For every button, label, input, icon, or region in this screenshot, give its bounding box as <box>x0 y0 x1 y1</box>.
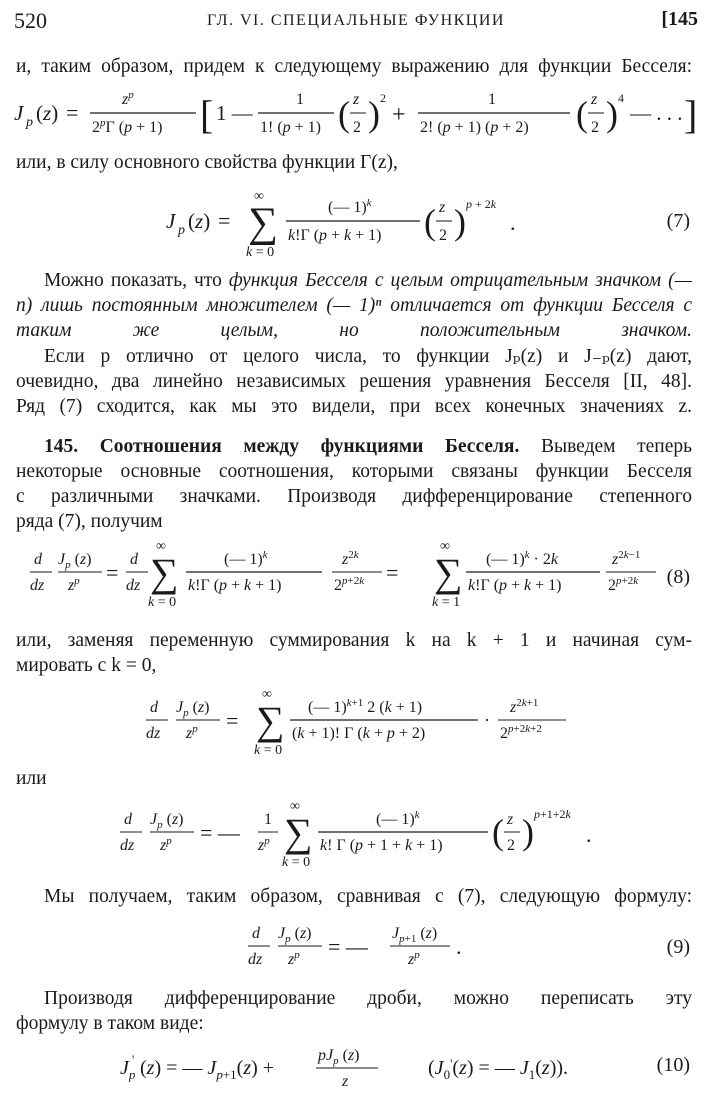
svg-text:zp: $z^p$ <box>160 835 172 854</box>
svg-text:Jp (z): $J_p$ (z) <box>278 925 312 945</box>
svg-text:p + 2k: p + 2k <box>466 197 497 211</box>
svg-text:∞: ∞ <box>254 189 264 204</box>
svg-text:z2k+1: $z^2k+1$ <box>510 697 539 716</box>
section-title: 145. Соотношения между функциями Бесселя. <box>44 436 520 457</box>
svg-text:': ' <box>132 1052 135 1067</box>
svg-text:): ) <box>606 94 618 134</box>
svg-text:2: 2 <box>439 227 447 244</box>
equation-bessel-expansion <box>0 84 712 144</box>
paragraph-independence-text2: очевидно, два линейно независимых решения уравнения Бесселя [II, 48]. <box>16 371 692 392</box>
svg-text:p: p <box>26 115 33 130</box>
paragraph-compare <box>16 884 692 909</box>
svg-text:1: 1 <box>488 91 496 108</box>
section-145-line3 <box>16 484 692 509</box>
svg-text:2: 2 <box>507 837 515 854</box>
paragraph-intro <box>16 54 692 79</box>
svg-text:[: [ <box>200 92 214 137</box>
svg-text:z: z <box>439 199 446 216</box>
svg-text:+: + <box>392 102 406 128</box>
svg-text:.: . <box>586 822 592 847</box>
svg-text:Jp (z): $J_p$ (z) <box>58 551 92 571</box>
svg-text:k!Γ (p + k + 1): k!Γ (p + k + 1) <box>468 577 562 594</box>
svg-text:·: · <box>484 710 490 730</box>
equation-10 <box>0 1040 712 1096</box>
svg-text:zp: $z^p$ <box>288 949 300 968</box>
svg-text:): ) <box>454 202 466 242</box>
paragraph-substitution-line1 <box>16 628 692 653</box>
paragraph-independence-line2 <box>16 369 692 394</box>
section-145-text2: некоторые основные соотношения, которыми связаны функции Бесселя <box>16 461 692 482</box>
section-145-text1: Выведем теперь <box>540 436 692 457</box>
svg-text:=: = <box>226 708 239 733</box>
svg-text:(J0'(z) = — J1(z)).: ($J_0'(z)$ = — $J_1(z)$). <box>428 1056 569 1082</box>
equation-final-sum <box>0 794 712 874</box>
svg-text:pJp (z): $pJ_p$ (z) <box>318 1047 360 1067</box>
paragraph-independence-text1: Если p отлично от целого числа, то функции Jₚ(z) и J₋ₚ(z) дают, <box>44 346 692 367</box>
svg-text:d: d <box>252 925 260 942</box>
svg-text:∑: ∑ <box>434 550 463 595</box>
svg-text:dz: dz <box>30 577 45 594</box>
paragraph-substitution-text1: или, заменяя переменную суммирования k на k + 1 и начиная сум- <box>16 630 692 651</box>
paragraph-rewrite-text2: формулу в таком виде: <box>16 1013 204 1034</box>
svg-text:d: d <box>130 551 138 568</box>
equation-number-9: (9) <box>666 936 690 958</box>
paragraph-substitution-text2: мировать с k = 0, <box>16 655 157 676</box>
equation-8 <box>0 534 712 614</box>
svg-text:2p+2k+2: $2^{p+2k+2}$ <box>500 723 542 742</box>
svg-text:Jp+1 (z): $J_{p+1}$ (z) <box>392 925 438 945</box>
svg-text:p: p <box>178 223 185 238</box>
equation-9 <box>0 912 712 978</box>
equation-shifted-sum <box>0 682 712 762</box>
svg-text:dz: dz <box>120 837 135 854</box>
paragraph-independence-text3: Ряд (7) сходится, как мы это видели, при всех конечных значениях z. <box>16 396 692 417</box>
paragraph-or <box>16 766 692 791</box>
svg-text:2: 2 <box>591 119 599 136</box>
svg-text:(— 1)k+1 2 (k + 1): (— 1)$^k$+1 2 (k + 1) <box>308 697 423 716</box>
svg-text:2p+2k: $2^{p+2k}$ <box>334 575 365 594</box>
svg-text:z: z <box>591 91 598 108</box>
svg-text:k! Γ (p + 1 + k + 1): k! Γ (p + 1 + k + 1) <box>320 837 443 854</box>
section-145-line1 <box>16 434 692 459</box>
svg-text:zp: $z^p$ <box>68 575 80 594</box>
svg-text:(z): (z) <box>36 101 59 125</box>
paragraph-gamma <box>16 150 692 175</box>
svg-text:k = 0: k = 0 <box>148 595 177 610</box>
svg-text:∑: ∑ <box>248 200 278 246</box>
section-145-text4: ряда (7), получим <box>16 511 163 532</box>
svg-text:— . . .: — . . . <box>630 101 683 125</box>
svg-text:=: = <box>66 100 79 125</box>
svg-text:zp: $z^p$ <box>122 89 134 108</box>
svg-text:k!Γ (p + k + 1): k!Γ (p + k + 1) <box>188 577 282 594</box>
svg-text:(— 1)k: (— 1)$^k$ <box>328 197 372 216</box>
svg-text:d: d <box>34 551 42 568</box>
section-145-line2 <box>16 459 692 484</box>
svg-text:z2k: $z^2k$ <box>342 549 359 568</box>
section-reference: [145 <box>661 8 698 30</box>
svg-text:(: ( <box>338 94 350 134</box>
svg-text:2! (p + 1) (p + 2): 2! (p + 1) (p + 2) <box>420 119 529 136</box>
svg-text:∞: ∞ <box>156 539 166 554</box>
svg-text:k!Γ (p + k + 1): k!Γ (p + k + 1) <box>288 227 382 244</box>
svg-text:k = 0: k = 0 <box>254 743 283 758</box>
svg-text:(— 1)k · 2k: (— 1)$^k$ · 2k <box>486 549 558 568</box>
equation-number-10: (10) <box>656 1054 690 1076</box>
paragraph-rewrite-line2 <box>16 1011 692 1036</box>
svg-text:2: 2 <box>353 119 361 136</box>
svg-text:z: z <box>507 811 514 828</box>
svg-text:J: J <box>14 101 24 125</box>
section-145-line4 <box>16 509 692 534</box>
svg-text:z: z <box>353 91 360 108</box>
svg-text:(k + 1)! Γ (k + p + 2): (k + 1)! Γ (k + p + 2) <box>292 725 426 742</box>
svg-text:∞: ∞ <box>262 687 272 702</box>
svg-text:∞: ∞ <box>440 539 450 554</box>
svg-text:dz: dz <box>146 725 161 742</box>
svg-text:J: J <box>166 209 176 233</box>
section-145-text3: с различными значками. Производя дифференцирование степенного <box>16 486 692 507</box>
svg-text:]: ] <box>684 92 698 137</box>
svg-text:2: 2 <box>380 91 386 105</box>
paragraph-rewrite-line1 <box>16 986 692 1011</box>
svg-text:k = 1: k = 1 <box>432 595 461 610</box>
svg-text:d: d <box>150 699 158 716</box>
svg-text:=: = <box>218 208 231 233</box>
svg-text:dz: dz <box>248 951 263 968</box>
page-number: 520 <box>14 8 47 33</box>
svg-text:.: . <box>510 210 516 235</box>
svg-text:(: ( <box>576 94 588 134</box>
svg-text:zp: $z^p$ <box>258 835 270 854</box>
svg-text:Jp (z): $J_p$ (z) <box>150 811 184 831</box>
paragraph-rewrite-text1: Производя дифференцирование дроби, можно переписать эту <box>44 988 692 1009</box>
svg-text:(— 1)k: (— 1)$^k$ <box>224 549 268 568</box>
paragraph-compare-text: Мы получаем, таким образом, сравнивая с (7), следующую формулу: <box>44 886 692 907</box>
svg-text:d: d <box>124 811 132 828</box>
svg-text:zp: $z^p$ <box>186 723 198 742</box>
svg-text:(z) = — Jp+1(z) +: (z) = — $J_p+1(z)$ + <box>140 1057 275 1082</box>
equation-number-8: (8) <box>666 566 690 588</box>
svg-text:dz: dz <box>126 577 141 594</box>
svg-text:(: ( <box>492 812 504 852</box>
svg-text:1: 1 <box>296 91 304 108</box>
svg-text:= —: = — <box>200 820 240 845</box>
paragraph-negative-index-theorem: функция Бесселя с целым отрицательным значком (— n) лишь постоянным множителем (— 1)ⁿ отличается от функции Бесселя с таким же целым, но положительным значком. <box>16 270 692 341</box>
svg-text:=: = <box>106 560 119 585</box>
svg-text:1: 1 <box>264 811 272 828</box>
svg-text:∞: ∞ <box>290 799 300 814</box>
svg-text:p+1+2k: p+1+2k <box>534 807 571 821</box>
svg-text:∑: ∑ <box>150 550 179 595</box>
paragraph-or-text: или <box>16 768 47 789</box>
svg-text:Jp: $J_p$ <box>120 1057 136 1082</box>
svg-text:(— 1)k: (— 1)$^k$ <box>376 809 420 828</box>
svg-text:1 —: 1 — <box>216 101 253 125</box>
equation-7 <box>0 184 712 264</box>
running-header <box>14 8 698 38</box>
svg-text:1! (p + 1): 1! (p + 1) <box>260 119 322 136</box>
svg-text:∑: ∑ <box>256 698 285 743</box>
svg-text:2pΓ (p + 1): 2$^p$Γ (p + 1) <box>92 117 163 136</box>
paragraph-gamma-text: или, в силу основного свойства функции Γ(z), <box>16 152 398 173</box>
svg-text:=: = <box>386 560 399 585</box>
running-title: ГЛ. VI. СПЕЦИАЛЬНЫЕ ФУНКЦИИ <box>207 12 505 29</box>
svg-text:2p+2k: $2^{p+2k}$ <box>608 575 639 594</box>
svg-text:4: 4 <box>618 91 624 105</box>
paragraph-negative-index <box>16 268 692 343</box>
svg-text:Jp (z): $J_p$ (z) <box>176 699 210 719</box>
svg-text:(: ( <box>424 202 436 242</box>
svg-text:k = 0: k = 0 <box>246 245 275 260</box>
paragraph-intro-text: и, таким образом, придем к следующему выражению для функции Бесселя: <box>16 56 692 77</box>
svg-text:k = 0: k = 0 <box>282 855 311 870</box>
svg-text:): ) <box>522 812 534 852</box>
svg-text:zp: $z^p$ <box>408 949 420 968</box>
paragraph-independence-line1 <box>16 344 692 369</box>
svg-text:.: . <box>456 934 462 959</box>
svg-text:z2k−1: $z^2k-1$ <box>612 549 641 568</box>
paragraph-negative-index-lead: Можно показать, что <box>44 270 222 291</box>
svg-text:(z): (z) <box>188 209 211 233</box>
svg-text:z: z <box>342 1073 349 1090</box>
svg-text:= —: = — <box>328 934 368 959</box>
equation-number-7: (7) <box>666 210 690 232</box>
svg-text:): ) <box>368 94 380 134</box>
paragraph-independence-line3 <box>16 394 692 419</box>
paragraph-substitution-line2 <box>16 653 692 678</box>
svg-text:∑: ∑ <box>284 810 313 855</box>
